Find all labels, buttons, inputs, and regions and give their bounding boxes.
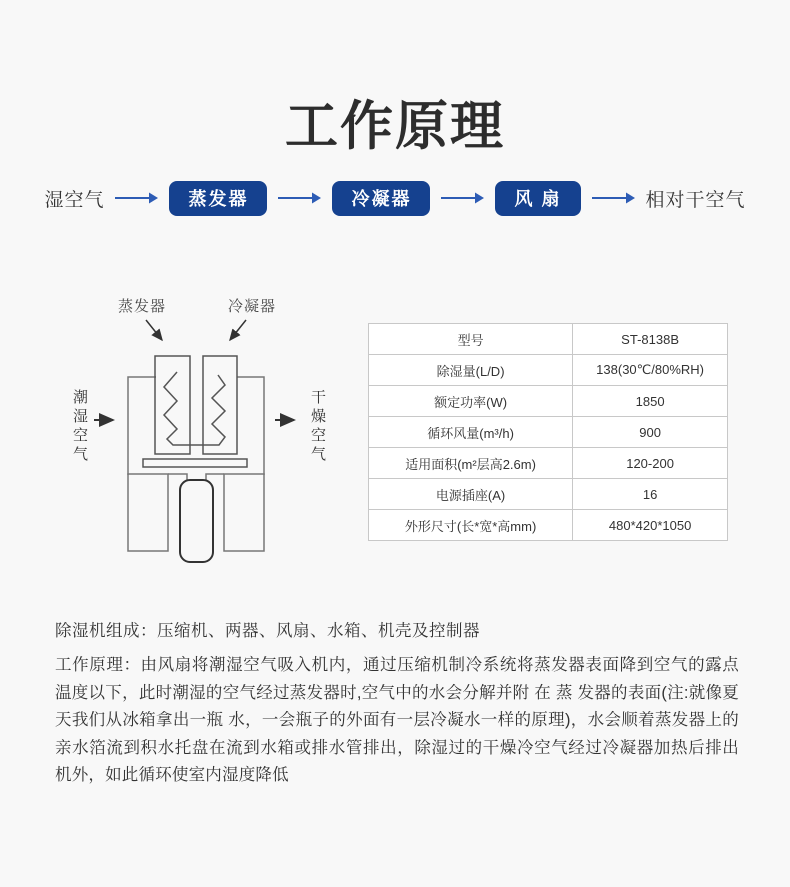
spec-label: 电源插座(A)	[369, 479, 573, 510]
flow-output-label: 相对干空气	[645, 189, 746, 211]
spec-value: ST-8138B	[573, 324, 728, 355]
spec-value: 138(30℃/80%RH)	[573, 355, 728, 386]
spec-label: 型号	[369, 324, 573, 355]
arrow-right-icon	[114, 191, 159, 205]
spec-label: 循环风量(m³/h)	[369, 417, 573, 448]
humid-air-label: 潮湿空气	[72, 389, 88, 463]
table-row	[369, 510, 728, 541]
arrow-right-icon	[440, 191, 485, 205]
table-row	[369, 324, 728, 355]
table-row	[369, 386, 728, 417]
page-title: 工作原理	[285, 97, 505, 156]
flow-step-evaporator: 蒸发器	[169, 181, 267, 216]
evaporator-label: 蒸发器	[118, 298, 167, 315]
flow-step-condenser: 冷凝器	[332, 181, 430, 216]
dry-air-label: 干燥空气	[310, 389, 326, 463]
process-flow	[0, 182, 790, 214]
spec-value: 480*420*1050	[573, 510, 728, 541]
arrow-right-icon	[277, 191, 322, 205]
spec-value: 120-200	[573, 448, 728, 479]
spec-label: 额定功率(W)	[369, 386, 573, 417]
spec-value: 16	[573, 479, 728, 510]
flow-input-label: 湿空气	[44, 189, 105, 211]
table-row	[369, 417, 728, 448]
spec-table	[368, 323, 728, 541]
principle-text: 工作原理：由风扇将潮湿空气吸入机内，通过压缩机制冷系统将蒸发器表面降到空气的露点温度以下，此时潮湿的空气经过蒸发器时,空气中的水会分解并附 在 蒸 发器的表面(注:就像夏天我们从冰箱拿出一瓶 水，一会瓶子的外面有一层冷凝水一样的原理)，水会顺着蒸发器上的亲水箔流到积水托盘在流到水箱或排水管排出，除湿过的干燥冷空气经过冷凝器加热后排出机外，如此循环使室内湿度降低	[55, 656, 739, 784]
spec-label: 除湿量(L/D)	[369, 355, 573, 386]
flow-step-fan: 风 扇	[495, 181, 580, 216]
arrow-right-icon	[591, 191, 636, 205]
spec-value: 1850	[573, 386, 728, 417]
condenser-label: 冷凝器	[228, 298, 277, 315]
table-row	[369, 479, 728, 510]
spec-value: 900	[573, 417, 728, 448]
machine-diagram	[40, 280, 340, 580]
table-row	[369, 448, 728, 479]
composition-text: 除湿机组成：压缩机、两器、风扇、水箱、机壳及控制器	[55, 622, 480, 640]
spec-label: 适用面积(m²层高2.6m)	[369, 448, 573, 479]
spec-label: 外形尺寸(长*宽*高mm)	[369, 510, 573, 541]
table-row	[369, 355, 728, 386]
